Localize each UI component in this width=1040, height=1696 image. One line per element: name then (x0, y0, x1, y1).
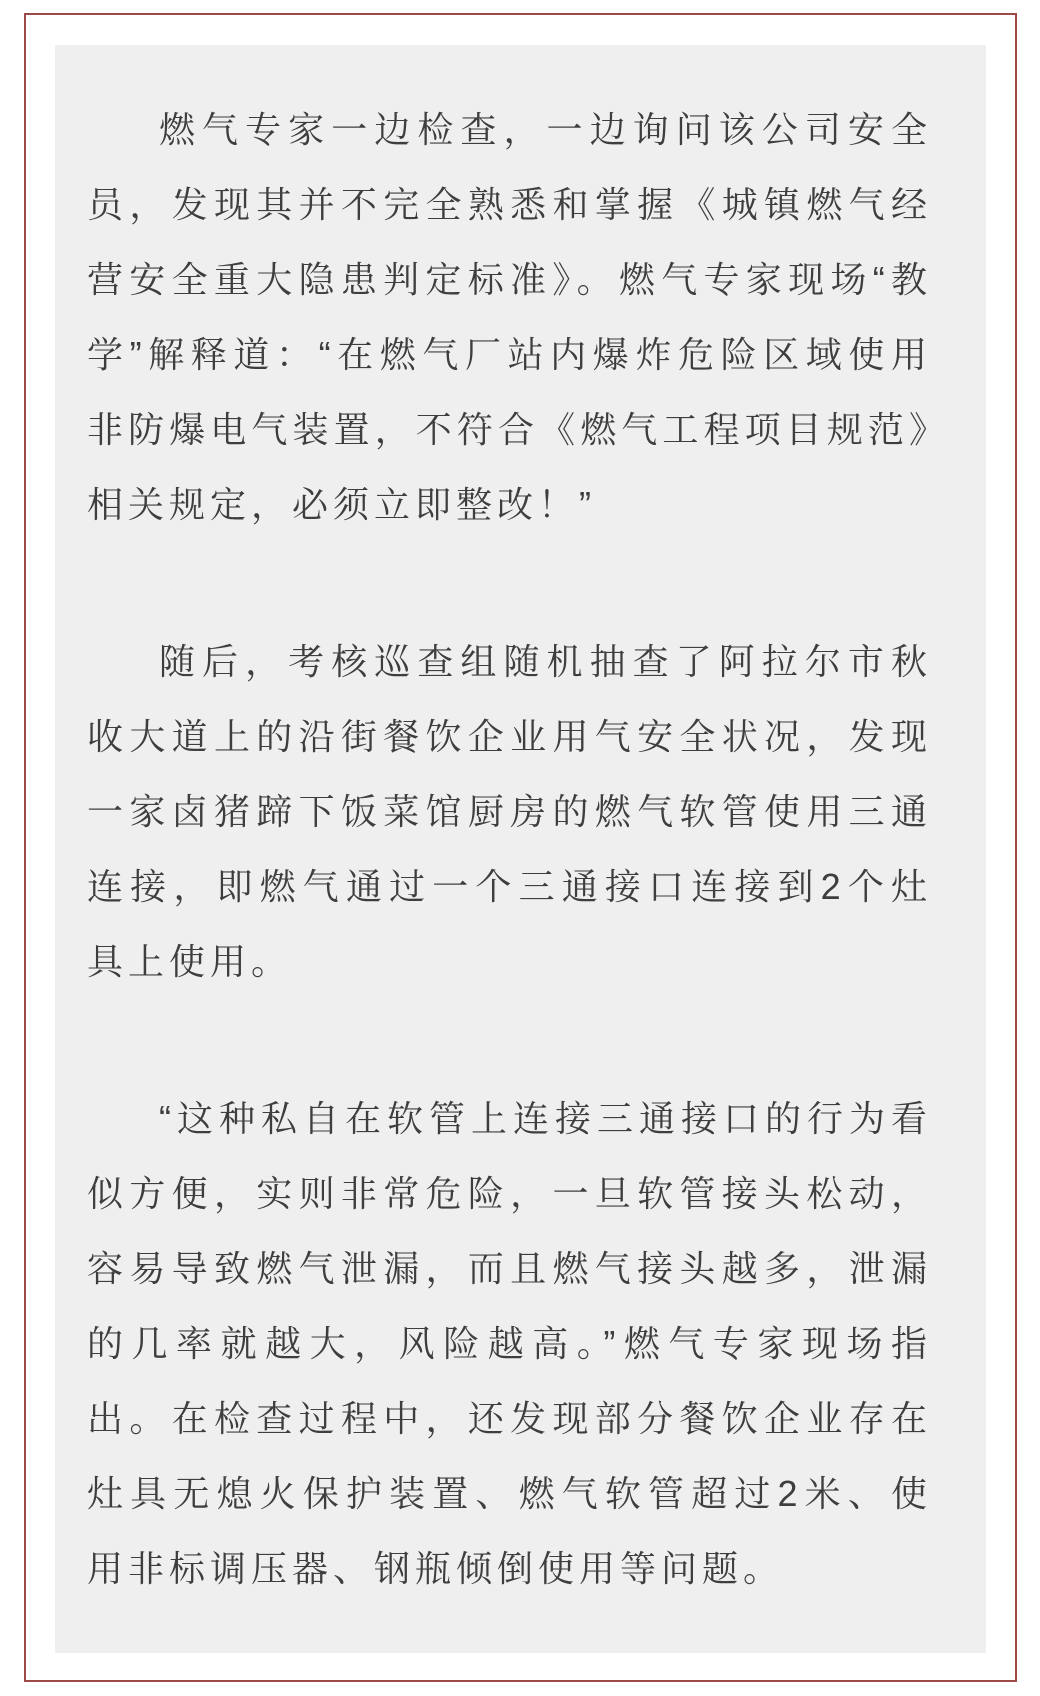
article-paragraph-3: “这种私自在软管上连接三通接口的行为看似方便，实则非常危险，一旦软管接头松动，容易导致燃气泄漏，而且燃气接头越多，泄漏的几率就越大，风险越高。”燃气专家现场指出。在检查过程中，还发现部分餐饮企业存在灶具无熄火保护装置、燃气软管超过2米、使用非标调压器、钢瓶倾倒使用等问题。 (87, 1098, 932, 1589)
article-paragraph-1: 燃气专家一边检查，一边询问该公司安全员，发现其并不完全熟悉和掌握《城镇燃气经营安全重大隐患判定标准》。燃气专家现场“教学”解释道：“在燃气厂站内爆炸危险区域使用非防爆电气装置，不符合《燃气工程项目规范》相关规定，必须立即整改！” (87, 109, 932, 525)
article-paragraph-2: 随后，考核巡查组随机抽查了阿拉尔市秋收大道上的沿街餐饮企业用气安全状况，发现一家卤猪蹄下饭菜馆厨房的燃气软管使用三通连接，即燃气通过一个三通接口连接到2个灶具上使用。 (87, 641, 932, 982)
article-content-panel (55, 45, 986, 1653)
red-border-frame (24, 13, 1017, 1682)
